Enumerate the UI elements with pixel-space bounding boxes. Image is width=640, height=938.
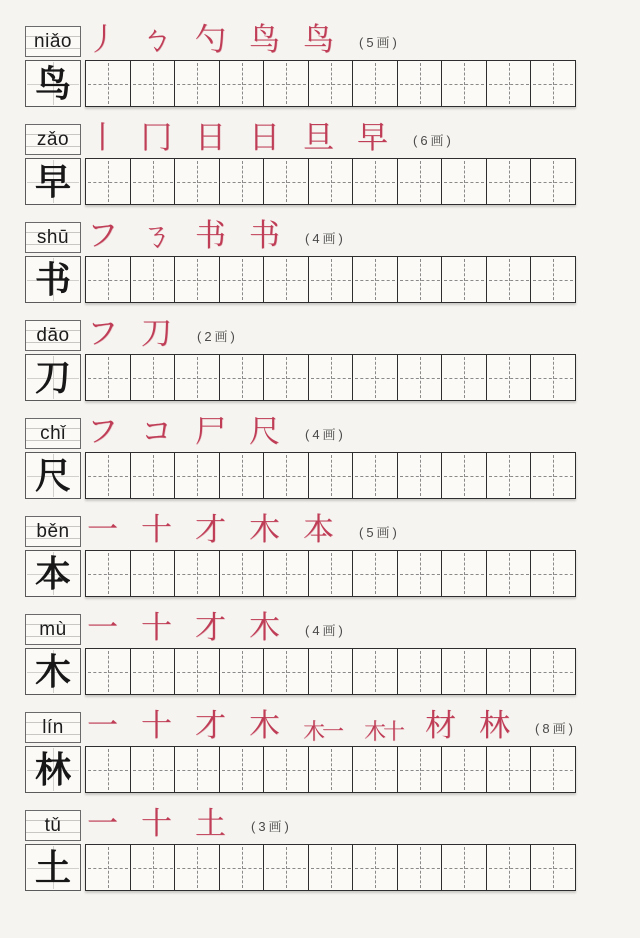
practice-cell [219,550,265,597]
practice-cell [308,256,354,303]
model-character-box [25,452,81,499]
model-character-box [25,158,81,205]
pinyin-label: dāo [36,325,70,346]
practice-cell [530,354,576,401]
stroke-step: フ [87,414,118,451]
practice-cell [130,648,176,695]
practice-cell [174,844,220,891]
practice-cell [530,746,576,793]
row-writing-band [25,844,640,891]
pinyin-box [25,222,81,253]
stroke-order-sequence [87,795,292,843]
practice-cell [530,452,576,499]
practice-cell [441,746,487,793]
practice-cell [174,158,220,205]
stroke-step: 木 [249,512,280,549]
character-row [25,120,640,205]
stroke-order-sequence [87,305,238,353]
practice-cell [486,648,532,695]
pinyin-box [25,124,81,155]
stroke-step: 刀 [141,316,172,353]
pinyin-label: zǎo [36,129,70,150]
stroke-step: 木 [249,610,280,647]
stroke-step: 一 [87,708,118,745]
stroke-step: 木一 [303,719,342,745]
pinyin-box [25,614,81,645]
practice-cell [263,256,309,303]
stroke-step: 一 [87,610,118,647]
practice-cell [486,256,532,303]
stroke-order-sequence [87,403,346,451]
pinyin-box [25,26,81,57]
stroke-step: 勺 [195,22,226,59]
stroke-step: 才 [195,708,226,745]
practice-grid [85,550,576,597]
practice-cell [263,60,309,107]
practice-cell [174,550,220,597]
model-character: 早 [34,160,71,203]
model-character-box [25,648,81,695]
stroke-step: 早 [357,120,388,157]
practice-cell [530,844,576,891]
practice-cell [263,844,309,891]
practice-cell [441,158,487,205]
pinyin-box [25,418,81,449]
practice-cell [441,550,487,597]
stroke-step: 十 [141,708,172,745]
stroke-count-caption: (4画) [305,623,346,638]
practice-cell [263,158,309,205]
practice-cell [85,452,131,499]
stroke-order-sequence [87,599,346,647]
stroke-order-sequence [87,207,346,255]
practice-grid [85,746,576,793]
practice-cell [530,550,576,597]
stroke-step: 十 [141,512,172,549]
stroke-step: 丿 [87,22,118,59]
stroke-step: 本 [303,512,334,549]
practice-cell [530,158,576,205]
row-writing-band [25,354,640,401]
model-character-box [25,354,81,401]
practice-cell [85,550,131,597]
stroke-step: ㄅ [141,22,172,59]
practice-cell [441,452,487,499]
row-writing-band [25,746,640,793]
practice-cell [174,746,220,793]
stroke-step: ㄋ [141,218,172,255]
practice-cell [397,60,443,107]
practice-cell [397,158,443,205]
practice-cell [397,256,443,303]
practice-cell [130,60,176,107]
practice-grid [85,844,576,891]
practice-cell [174,354,220,401]
practice-cell [486,452,532,499]
practice-cell [174,648,220,695]
stroke-step: 书 [249,218,280,255]
practice-cell [441,256,487,303]
practice-cell [486,746,532,793]
practice-grid [85,354,576,401]
model-character: 木 [34,650,71,693]
practice-cell [85,158,131,205]
model-character-box [25,550,81,597]
character-row [25,610,640,695]
stroke-step: 尺 [249,414,280,451]
practice-cell [308,844,354,891]
model-character-box [25,60,81,107]
practice-cell [530,60,576,107]
stroke-step: 书 [195,218,226,255]
stroke-step: 才 [195,512,226,549]
practice-cell [174,256,220,303]
practice-cell [352,550,398,597]
character-row [25,512,640,597]
practice-cell [441,354,487,401]
model-character-box [25,746,81,793]
practice-cell [397,844,443,891]
practice-cell [352,746,398,793]
stroke-step: 土 [195,806,226,843]
practice-cell [130,158,176,205]
practice-cell [85,648,131,695]
practice-cell [219,158,265,205]
practice-cell [263,746,309,793]
stroke-step: 木 [249,708,280,745]
stroke-step: 一 [87,512,118,549]
stroke-step: 鸟 [303,22,334,59]
pinyin-label: mù [39,619,67,640]
row-writing-band [25,452,640,499]
stroke-step: 日 [249,120,280,157]
character-row [25,708,640,793]
model-character-box [25,844,81,891]
practice-cell [85,256,131,303]
practice-cell [308,550,354,597]
stroke-step: 旦 [303,120,334,157]
stroke-step: 鸟 [249,22,280,59]
practice-cell [130,256,176,303]
stroke-count-caption: (6画) [413,133,454,148]
practice-cell [308,746,354,793]
practice-cell [263,648,309,695]
pinyin-label: chǐ [40,423,66,444]
stroke-order-sequence [87,697,576,745]
practice-cell [397,452,443,499]
stroke-step: 才 [195,610,226,647]
character-row [25,218,640,303]
model-character: 书 [34,258,71,301]
practice-cell [219,60,265,107]
practice-cell [308,60,354,107]
stroke-count-caption: (2画) [197,329,238,344]
practice-cell [130,746,176,793]
practice-cell [130,844,176,891]
model-character: 本 [34,552,71,595]
practice-cell [397,648,443,695]
practice-cell [263,354,309,401]
model-character: 土 [34,846,71,889]
practice-cell [486,844,532,891]
practice-cell [308,354,354,401]
practice-grid [85,256,576,303]
practice-cell [219,844,265,891]
practice-cell [174,452,220,499]
practice-cell [219,354,265,401]
row-writing-band [25,256,640,303]
practice-cell [85,60,131,107]
practice-grid [85,60,576,107]
practice-cell [219,648,265,695]
practice-cell [130,354,176,401]
model-character: 尺 [34,454,71,497]
practice-cell [85,354,131,401]
pinyin-label: shū [36,227,70,248]
row-writing-band [25,550,640,597]
practice-cell [530,648,576,695]
practice-cell [397,354,443,401]
stroke-step: 木十 [364,719,403,745]
pinyin-label: tǔ [44,815,62,836]
practice-cell [397,746,443,793]
practice-cell [441,648,487,695]
pinyin-box [25,810,81,841]
practice-grid [85,452,576,499]
practice-cell [352,452,398,499]
stroke-step: 十 [141,806,172,843]
character-row [25,414,640,499]
stroke-step: 一 [87,806,118,843]
practice-cell [397,550,443,597]
stroke-step: 丨 [87,120,118,157]
practice-cell [486,158,532,205]
stroke-count-caption: (4画) [305,427,346,442]
practice-cell [219,452,265,499]
model-character: 鸟 [34,62,71,105]
practice-grid [85,158,576,205]
stroke-step: 日 [195,120,226,157]
practice-cell [352,354,398,401]
stroke-count-caption: (4画) [305,231,346,246]
model-character: 林 [34,748,71,791]
practice-cell [263,452,309,499]
character-row [25,316,640,401]
pinyin-label: lín [42,717,64,738]
practice-cell [352,60,398,107]
stroke-count-caption: (8画) [535,721,576,736]
stroke-step: 十 [141,610,172,647]
character-row [25,22,640,107]
pinyin-label: běn [36,521,70,542]
row-writing-band [25,648,640,695]
practice-cell [352,158,398,205]
practice-cell [174,60,220,107]
practice-cell [486,354,532,401]
stroke-order-sequence [87,501,400,549]
pinyin-box [25,712,81,743]
practice-cell [441,60,487,107]
practice-cell [130,550,176,597]
practice-cell [486,550,532,597]
character-row [25,806,640,891]
practice-cell [219,256,265,303]
practice-cell [352,648,398,695]
stroke-step: 冂 [141,120,172,157]
stroke-count-caption: (3画) [251,819,292,834]
practice-cell [219,746,265,793]
practice-cell [486,60,532,107]
practice-cell [130,452,176,499]
practice-cell [441,844,487,891]
pinyin-label: niǎo [34,31,72,52]
stroke-step: フ [87,218,118,255]
practice-cell [85,746,131,793]
practice-cell [530,256,576,303]
stroke-step: 林 [479,708,511,745]
stroke-order-sequence [87,109,454,157]
practice-cell [352,844,398,891]
pinyin-box [25,516,81,547]
practice-cell [263,550,309,597]
stroke-count-caption: (5画) [359,525,400,540]
pinyin-box [25,320,81,351]
practice-cell [352,256,398,303]
practice-cell [308,452,354,499]
practice-cell [308,158,354,205]
stroke-count-caption: (5画) [359,35,400,50]
row-writing-band [25,60,640,107]
practice-grid [85,648,576,695]
row-writing-band [25,158,640,205]
practice-cell [85,844,131,891]
practice-cell [308,648,354,695]
model-character: 刀 [34,356,71,399]
stroke-step: フ [87,316,118,353]
stroke-order-sequence [87,11,400,59]
stroke-step: 尸 [195,414,226,451]
stroke-step: コ [141,414,172,451]
stroke-step: 材 [425,708,457,745]
model-character-box [25,256,81,303]
